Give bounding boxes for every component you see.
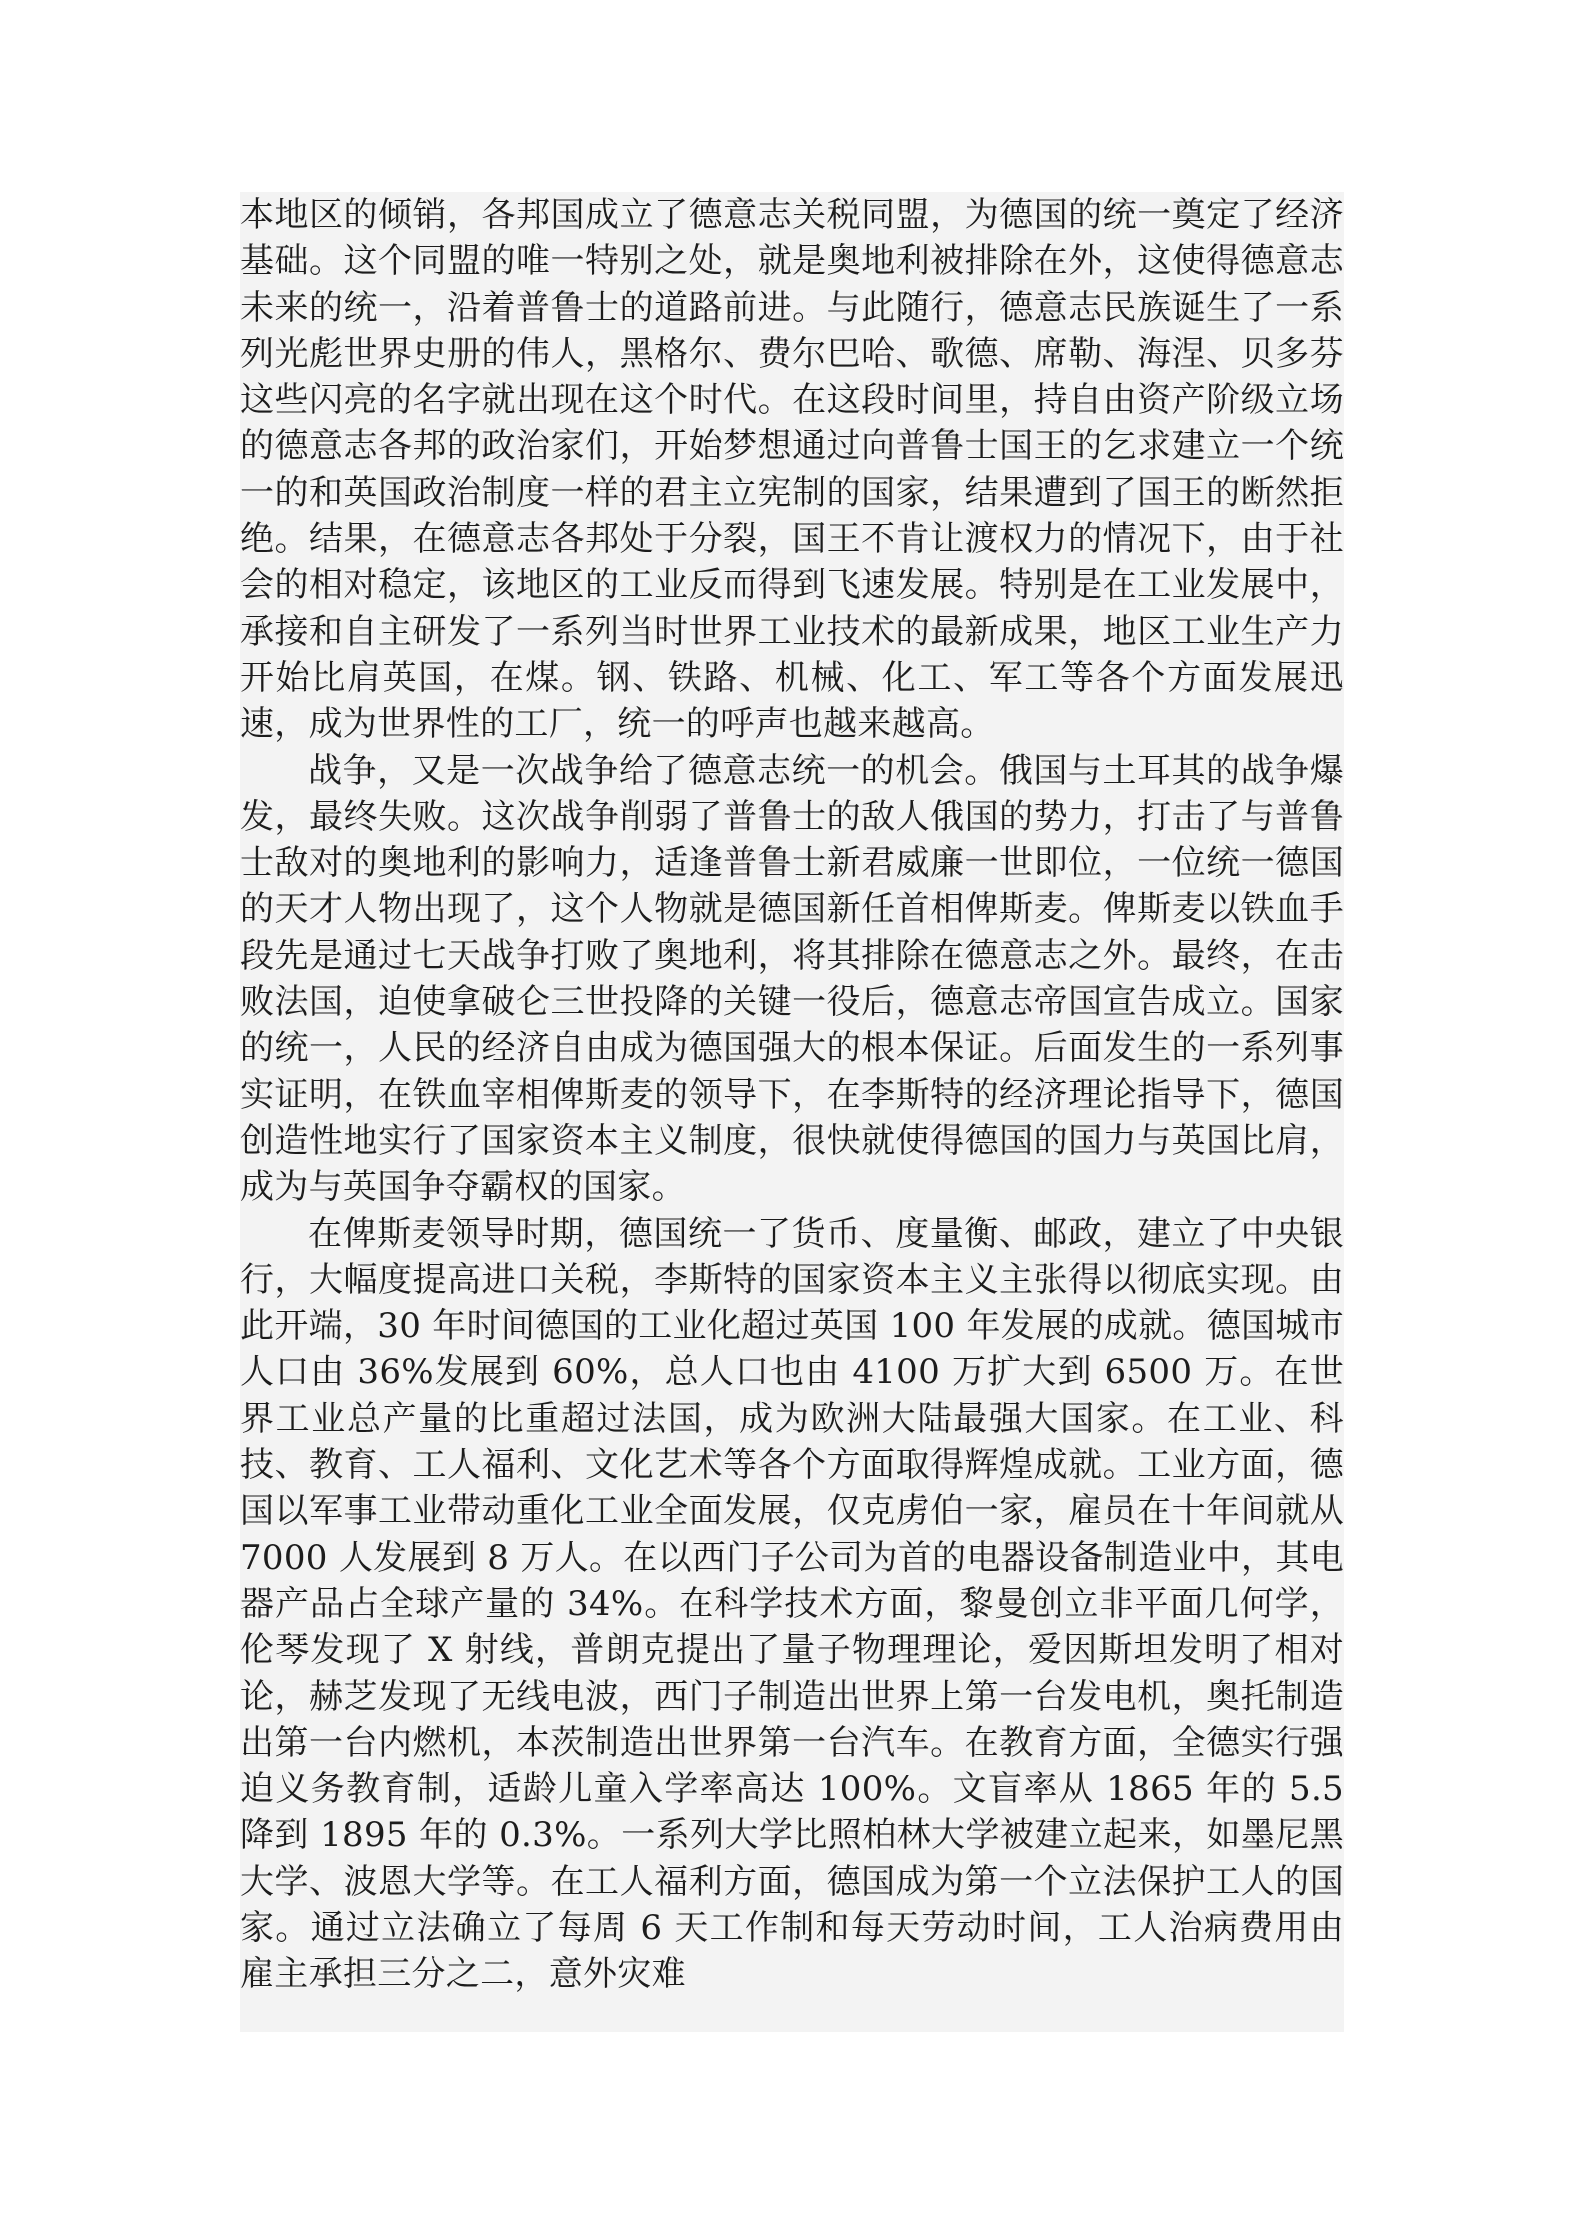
paragraph: 战争，又是一次战争给了德意志统一的机会。俄国与土耳其的战争爆发，最终失败。这次战争削弱了普鲁士的敌人俄国的势力，打击了与普鲁士敌对的奥地利的影响力，适逢普鲁士新君威廉一世即位，一位统一德国的天才人物出现了，这个人物就是德国新任首相俾斯麦。俾斯麦以铁血手段先是通过七天战争打败了奥地利，将其排除在德意志之外。最终，在击败法国，迫使拿破仑三世投降的关键一役后，德意志帝国宣告成立。国家的统一，人民的经济自由成为德国强大的根本保证。后面发生的一系列事实证明，在铁血宰相俾斯麦的领导下，在李斯特的经济理论指导下，德国创造性地实行了国家资本主义制度，很快就使得德国的国力与英国比肩，成为与英国争夺霸权的国家。 bbox=[240, 750, 1344, 1208]
body-text bbox=[240, 192, 1344, 2032]
paragraph: 本地区的倾销，各邦国成立了德意志关税同盟，为德国的统一奠定了经济基础。这个同盟的唯一特别之处，就是奥地利被排除在外，这使得德意志未来的统一，沿着普鲁士的道路前进。与此随行，德意志民族诞生了一系列光彪世界史册的伟人，黑格尔、费尔巴哈、歌德、席勒、海涅、贝多芬这些闪亮的名字就出现在这个时代。在这段时间里，持自由资产阶级立场的德意志各邦的政治家们，开始梦想通过向普鲁士国王的乞求建立一个统一的和英国政治制度一样的君主立宪制的国家，结果遭到了国王的断然拒绝。结果，在德意志各邦处于分裂，国王不肯让渡权力的情况下，由于社会的相对稳定，该地区的工业反而得到飞速发展。特别是在工业发展中，承接和自主研发了一系列当时世界工业技术的最新成果，地区工业生产力开始比肩英国，在煤。钢、铁路、机械、化工、军工等各个方面发展迅速，成为世界性的工厂，统一的呼声也越来越高。 bbox=[240, 195, 1344, 745]
paragraph: 在俾斯麦领导时期，德国统一了货币、度量衡、邮政，建立了中央银行，大幅度提高进口关税，李斯特的国家资本主义主张得以彻底实现。由此开端，30 年时间德国的工业化超过英国 100 年发展的成就。德国城市人口由 36%发展到 60%，总人口也由 4100 万扩大到 6500 万。在世界工业总产量的比重超过法国，成为欧洲大陆最强大国家。在工业、科技、教育、工人福利、文化艺术等各个方面取得辉煌成就。工业方面，德国以军事工业带动重化工业全面发展，仅克虏伯一家，雇员在十年间就从 7000 人发展到 8 万人。在以西门子公司为首的电器设备制造业中，其电器产品占全球产量的 34%。在科学技术方面，黎曼创立非平面几何学，伦琴发现了 X 射线，普朗克提出了量子物理理论，爱因斯坦发明了相对论，赫芝发现了无线电波，西门子制造出世界上第一台发电机，奥托制造出第一台内燃机，本茨制造出世界第一台汽车。在教育方面，全德实行强迫义务教育制，适龄儿童入学率高达 100%。文盲率从 1865 年的 5.5 降到 1895 年的 0.3%。一系列大学比照柏林大学被建立起来，如墨尼黑大学、波恩大学等。在工人福利方面，德国成为第一个立法保护工人的国家。通过立法确立了每周 6 天工作制和每天劳动时间，工人治病费用由雇主承担三分之二，意外灾难 bbox=[240, 1213, 1344, 1995]
